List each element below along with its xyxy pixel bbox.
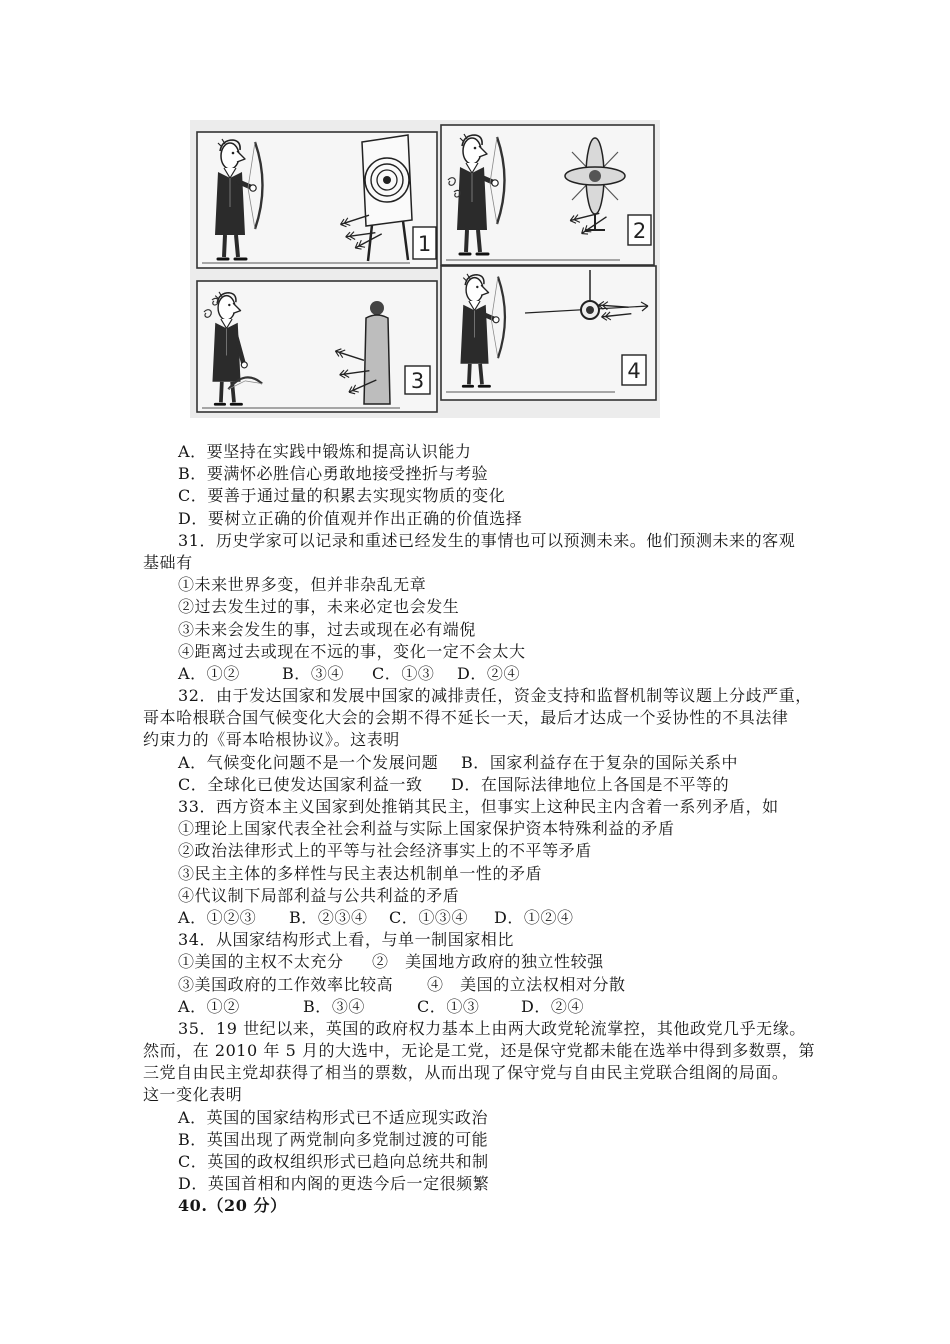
panel-label-1: 1	[417, 232, 432, 256]
answer-choices	[0, 996, 950, 1018]
option-line: A．要坚持在实践中锻炼和提高认识能力	[178, 442, 472, 461]
panel-label-2: 2	[632, 219, 647, 243]
statement-line: ②政治法律形式上的平等与社会经济事实上的不平等矛盾	[178, 841, 592, 861]
option-line: D．英国首相和内阁的更迭今后一定很频繁	[178, 1174, 490, 1194]
choice-c: C．①③④	[389, 907, 468, 927]
choice-c: C．①③	[372, 663, 435, 683]
statement-line: ②过去发生过的事，未来必定也会发生	[178, 597, 460, 617]
option-d: D．在国际法律地位上各国是不平等的	[451, 774, 730, 794]
choice-b: B．②③④	[289, 907, 368, 927]
question-40-heading: 40.（20 分）	[178, 1196, 287, 1216]
question-stem-line: 三党自由民主党却获得了相当的票数，从而出现了保守党与自由民主党联合组阁的局面。	[143, 1063, 789, 1083]
option-pair	[0, 752, 950, 774]
statement-1: ①美国的主权不太充分	[178, 952, 344, 972]
choice-b: B．③④	[282, 663, 344, 683]
question-stem-line: 哥本哈根联合国气候变化大会的会期不得不延长一天，最后才达成一个妥协性的不具法律	[143, 708, 789, 728]
statement-line: ①未来世界多变，但并非杂乱无章	[178, 575, 427, 595]
option-line: A．英国的国家结构形式已不适应现实政治	[178, 1107, 489, 1127]
option-c: C．全球化已使发达国家利益一致	[178, 774, 423, 794]
option-line: D．要树立正确的价值观并作出正确的价值选择	[178, 508, 523, 528]
statement-pair	[0, 951, 950, 973]
choice-d: D．②④	[457, 663, 521, 683]
answer-choices	[0, 907, 950, 929]
panel-1	[197, 132, 437, 268]
panel-4	[441, 266, 656, 400]
question-text	[0, 441, 950, 1218]
statement-line: ①理论上国家代表全社会利益与实际上国家保护资本特殊利益的矛盾	[178, 819, 675, 839]
question-stem-line: 34．从国家结构形式上看，与单一制国家相比	[178, 930, 514, 950]
option-line: C．要善于通过量的积累去实现实物质的变化	[178, 486, 506, 506]
choice-a: A．①②③	[178, 907, 257, 927]
panel-label-4: 4	[627, 359, 641, 383]
question-stem-line: 33．西方资本主义国家到处推销其民主，但事实上这种民主内含着一系列矛盾，如	[178, 797, 779, 816]
statement-pair	[0, 974, 950, 996]
option-line: B．英国出现了两党制向多党制过渡的可能	[178, 1129, 489, 1149]
question-stem-line: 约束力的《哥本哈根协议》。这表明	[143, 730, 400, 750]
statement-3: ③美国政府的工作效率比较高	[178, 974, 394, 994]
statement-line: ④代议制下局部利益与公共利益的矛盾	[178, 885, 460, 905]
statement-4: ④ 美国的立法权相对分散	[427, 974, 626, 994]
choice-a: A．①②	[178, 663, 240, 683]
option-pair	[0, 774, 950, 796]
question-stem-line: 这一变化表明	[143, 1085, 243, 1105]
statement-line: ③民主主体的多样性与民主表达机制单一性的矛盾	[178, 863, 543, 883]
question-stem-line: 31．历史学家可以记录和重述已经发生的事情也可以预测未来。他们预测未来的客观	[178, 530, 796, 550]
panel-3	[197, 281, 437, 412]
question-stem-line: 32．由于发达国家和发展中国家的减排责任，资金支持和监督机制等议题上分歧严重，	[178, 686, 812, 706]
statement-line: ④距离过去或现在不远的事，变化一定不会太大	[178, 641, 526, 661]
cartoon-svg	[190, 120, 660, 418]
choice-d: D．②④	[521, 996, 585, 1016]
question-stem-line: 然而，在 2010 年 5 月的大选中，无论是工党，还是保守党都未能在选举中得到多数票，第	[143, 1041, 815, 1061]
question-stem-line: 基础有	[143, 552, 193, 572]
statement-line: ③未来会发生的事，过去或现在必有端倪	[178, 619, 476, 639]
figure-shaped-target	[364, 301, 390, 404]
option-b: B．国家利益存在于复杂的国际关系中	[461, 752, 739, 772]
choice-d: D．①②④	[494, 907, 574, 927]
panel-label-3: 3	[410, 369, 425, 393]
option-line: B．要满怀必胜信心勇敢地接受挫折与考验	[178, 464, 489, 484]
option-a: A．气候变化问题不是一个发展问题	[178, 752, 439, 772]
question-stem-line: 35．19 世纪以来，英国的政府权力基本上由两大政党轮流掌控，其他政党几乎无缘。	[178, 1018, 806, 1038]
answer-choices	[0, 663, 950, 685]
panel-2	[441, 125, 654, 265]
option-line: C．英国的政权组织形式已趋向总统共和制	[178, 1152, 489, 1171]
cartoon-figure	[190, 120, 660, 418]
choice-a: A．①②	[178, 996, 240, 1016]
statement-2: ② 美国地方政府的独立性较强	[372, 952, 604, 972]
choice-c: C．①③	[417, 996, 480, 1016]
choice-b: B．③④	[303, 996, 365, 1016]
